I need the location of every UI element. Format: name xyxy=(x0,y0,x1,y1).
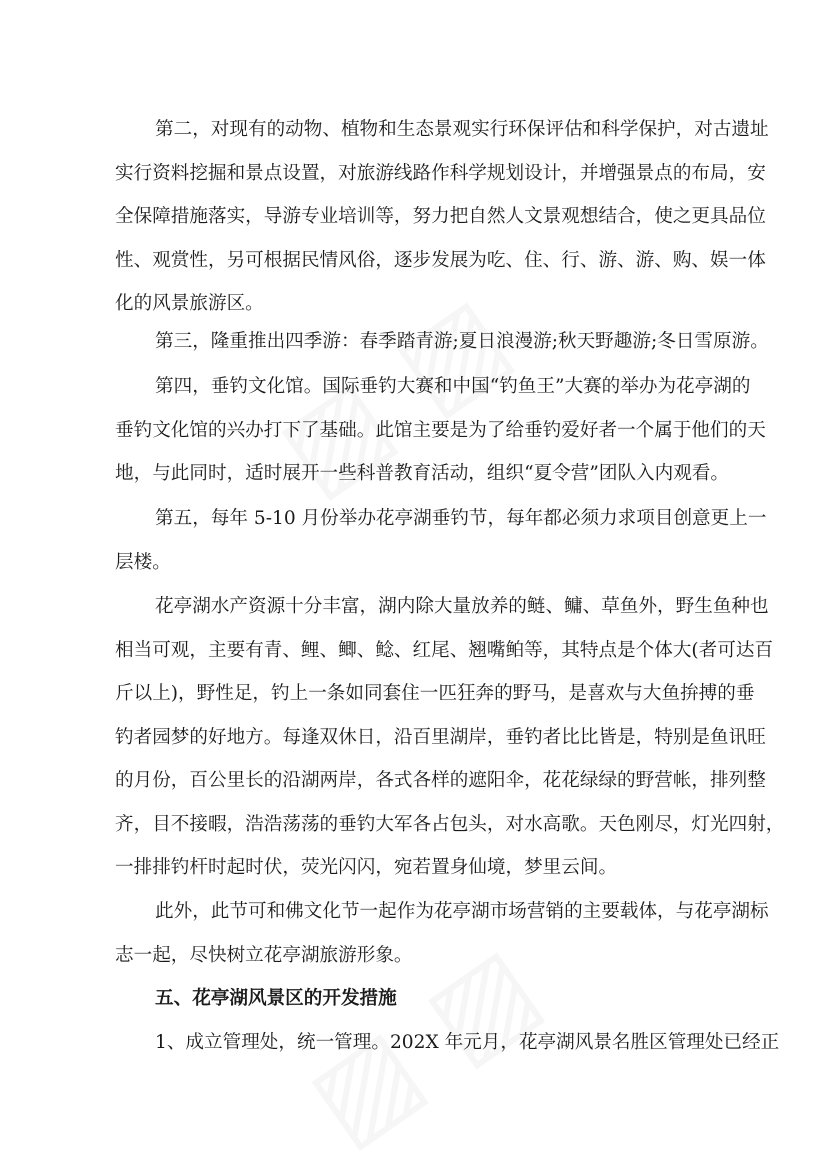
text-line: 第三，隆重推出四季游：春季踏青游;夏日浪漫游;秋天野趣游;冬日雪原游。 xyxy=(155,331,769,352)
text-line: 性、观赏性，另可根据民情风俗，逐步发展为吃、住、行、游、游、购、娱一体 xyxy=(115,249,766,271)
section-heading xyxy=(115,977,715,1021)
paragraph xyxy=(115,890,769,977)
paragraph xyxy=(115,1021,780,1065)
text-line: 志一起，尽快树立花亭湖旅游形象。 xyxy=(115,944,413,966)
text-line: 花亭湖水产资源十分丰富，湖内除大量放养的鲢、鳙、草鱼外，野生鱼种也 xyxy=(155,596,769,617)
text-line: 第二，对现有的动物、植物和生态景观实行环保评估和科学保护，对古遗址 xyxy=(155,119,769,140)
paragraph xyxy=(115,320,769,364)
text-line: 此外，此节可和佛文化节一起作为花亭湖市场营销的主要载体，与花亭湖标 xyxy=(155,901,769,922)
text-line: 层楼。 xyxy=(115,551,171,573)
text-line: 实行资料挖掘和景点设置，对旅游线路作科学规划设计，并增强景点的布局，安 xyxy=(115,162,766,184)
heading-text: 五、花亭湖风景区的开发措施 xyxy=(155,988,397,1009)
text-line: 第五，每年 5-10 月份举办花亭湖垂钓节，每年都必须力求项目创意更上一 xyxy=(155,508,767,529)
text-line: 第四，垂钓文化馆。国际垂钓大赛和中国“钓鱼王”大赛的举办为花亭湖的 xyxy=(155,376,751,397)
text-line: 齐，目不接暇，浩浩荡荡的垂钓大军各占包头，对水高歌。天色刚尽，灯光四射， xyxy=(115,813,785,835)
paragraph xyxy=(115,108,769,326)
text-line: 化的风景旅游区。 xyxy=(115,293,264,314)
text-line: 地，与此同时，适时展开一些科普教育活动，组织“夏令营”团队入内观看。 xyxy=(115,463,730,484)
paragraph xyxy=(115,585,785,890)
paragraph xyxy=(115,497,767,584)
text-line: 一排排钓杆时起时伏，荧光闪闪，宛若置身仙境，梦里云间。 xyxy=(115,857,618,878)
paragraph xyxy=(115,365,766,496)
text-line: 钓者园梦的好地方。每逢双休日，沿百里湖岸，垂钓者比比皆是，特别是鱼讯旺 xyxy=(115,726,766,748)
text-line: 1、成立管理处，统一管理。202X 年元月，花亭湖风景名胜区管理处已经正 xyxy=(155,1032,780,1053)
text-line: 斤以上)，野性足，钓上一条如同套住一匹狂奔的野马，是喜欢与大鱼拚搏的垂 xyxy=(115,683,755,704)
text-line: 的月份，百公里长的沿湖两岸，各式各样的遮阳伞，花花绿绿的野营帐，排列整 xyxy=(115,770,766,791)
text-line: 相当可观，主要有青、鲤、鲫、鲶、红尾、翘嘴鲌等，其特点是个体大(者可达百 xyxy=(115,639,774,661)
text-line: 垂钓文化馆的兴办打下了基础。此馆主要是为了给垂钓爱好者一个属于他们的天 xyxy=(115,419,766,441)
text-line: 全保障措施落实，导游专业培训等，努力把自然人文景观想结合，使之更具品位 xyxy=(115,206,766,227)
